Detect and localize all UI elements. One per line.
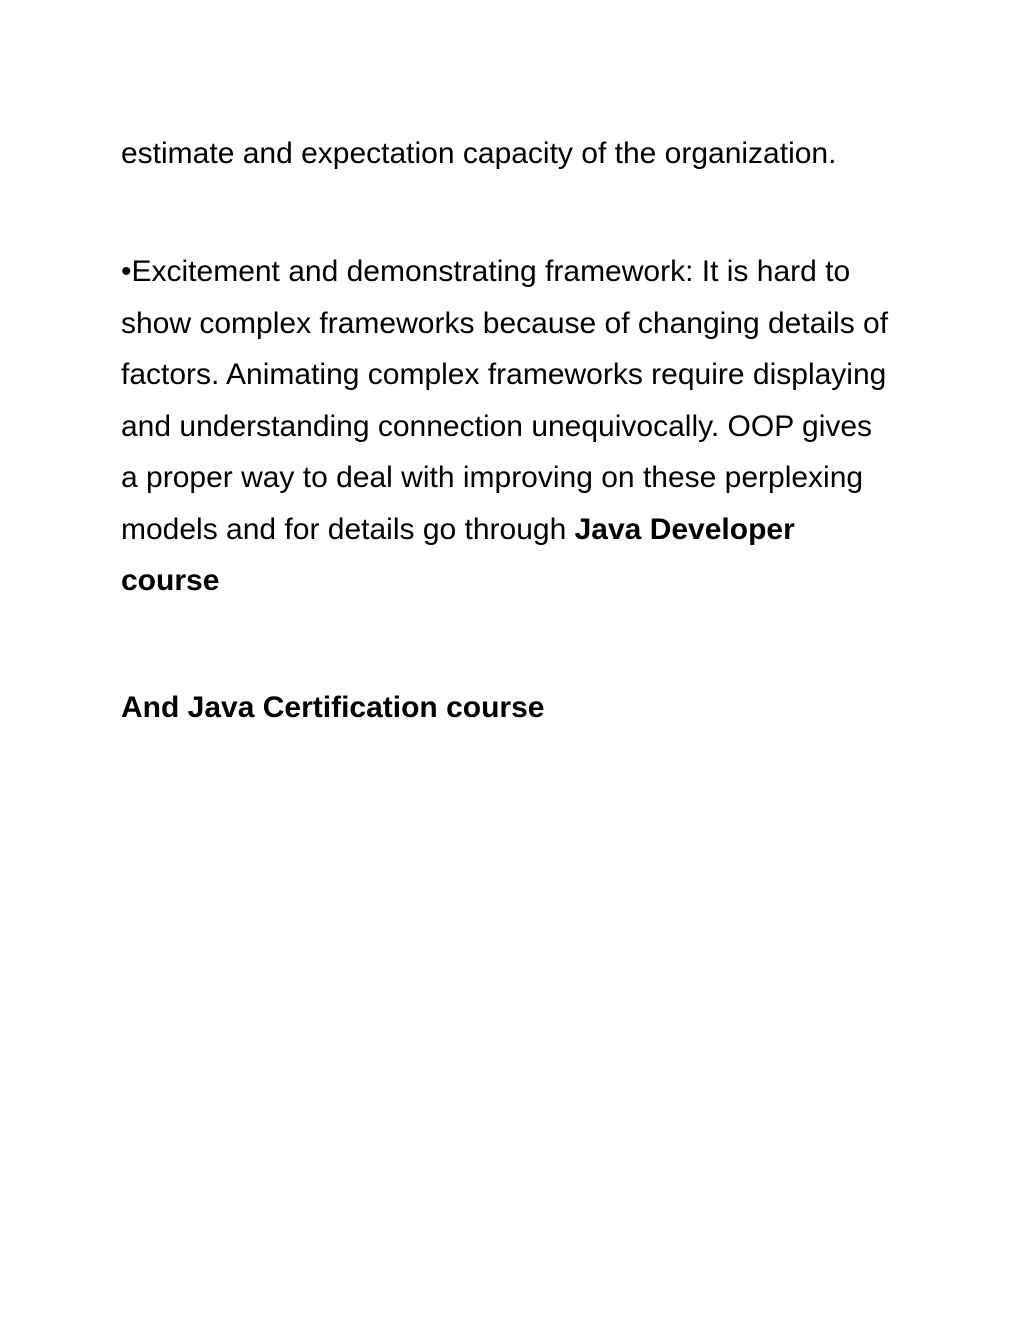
bullet-paragraph [121, 246, 891, 607]
paragraph-text [121, 246, 891, 607]
paragraph-text: estimate and expectation capacity of the organization. [121, 137, 837, 170]
course-link-java-certification[interactable] [121, 682, 891, 734]
course-link-java-developer[interactable]: Java Developer course [121, 512, 795, 597]
bullet-body-text: •Excitement and demonstrating framework: It is hard to show complex frameworks because of changing details of factors. Animating complex frameworks require displaying and understanding connection unequivocally. OOP gives a proper way to deal with improving on these perplexing models and for details go through [121, 255, 889, 546]
paragraph-text: And Java Certification course [121, 691, 545, 724]
paragraph-continuation [121, 128, 891, 180]
